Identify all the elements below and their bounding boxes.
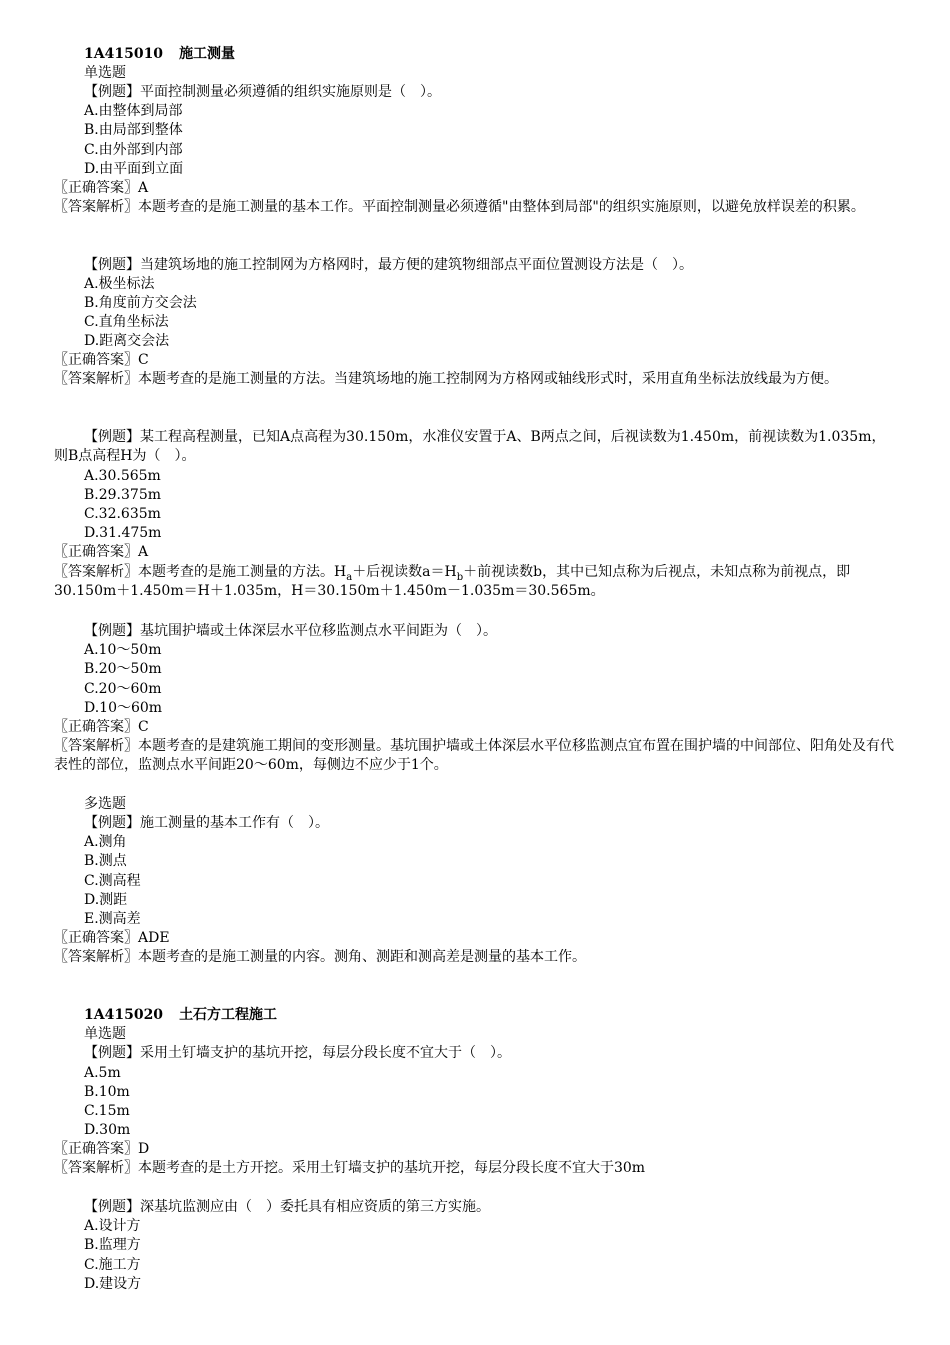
section-heading bbox=[84, 1006, 277, 1025]
correct-answer: 〖正确答案〗ADE bbox=[54, 930, 170, 946]
section-title: 土石方工程施工 bbox=[179, 1007, 278, 1023]
question-type-label: 单选题 bbox=[84, 1026, 126, 1042]
subscript-a: a bbox=[346, 572, 353, 583]
option-item: D.测距 bbox=[84, 892, 128, 908]
question-type-label: 单选题 bbox=[84, 65, 126, 81]
option-item: A.测角 bbox=[84, 834, 127, 850]
answer-analysis: 〖答案解析〗本题考查的是施工测量的基本工作。平面控制测量必须遵循"由整体到局部"的组织实施原则，以避免放样误差的积累。 bbox=[54, 199, 865, 215]
option-item: A.由整体到局部 bbox=[84, 103, 183, 119]
option-item: B.20～50m bbox=[84, 661, 162, 677]
section-code: 1A415010 bbox=[84, 46, 164, 62]
option-item: D.31.475m bbox=[84, 525, 162, 541]
option-item: D.30m bbox=[84, 1122, 131, 1138]
question-stem: 【例题】深基坑监测应由（ ）委托具有相应资质的第三方实施。 bbox=[84, 1199, 490, 1215]
option-item: B.由局部到整体 bbox=[84, 122, 183, 138]
question-stem: 【例题】采用土钉墙支护的基坑开挖，每层分段长度不宜大于（ ）。 bbox=[84, 1045, 511, 1061]
analysis-text: ＋前视读数b，其中已知点称为后视点，未知点称为前视点，即30.150m＋1.450m＝H＋1.035m，H＝30.150m＋1.450m－1.035m＝30.565m。 bbox=[54, 564, 851, 599]
option-item: C.15m bbox=[84, 1103, 130, 1119]
question-stem: 【例题】当建筑场地的施工控制网为方格网时，最方便的建筑物细部点平面位置测设方法是（ ）。 bbox=[84, 257, 693, 273]
option-item: C.32.635m bbox=[84, 506, 161, 522]
option-item: B.角度前方交会法 bbox=[84, 295, 197, 311]
correct-answer: 〖正确答案〗A bbox=[54, 544, 149, 560]
option-item: B.监理方 bbox=[84, 1237, 141, 1253]
section-code: 1A415020 bbox=[84, 1007, 164, 1023]
option-item: A.极坐标法 bbox=[84, 276, 155, 292]
analysis-text: ＋后视读数a＝H bbox=[352, 564, 457, 580]
option-item: B.测点 bbox=[84, 853, 127, 869]
option-item: D.建设方 bbox=[84, 1276, 142, 1292]
option-item: A.10～50m bbox=[84, 642, 162, 658]
question-stem: 【例题】基坑围护墙或土体深层水平位移监测点水平间距为（ ）。 bbox=[84, 623, 497, 639]
option-item: C.20～60m bbox=[84, 681, 162, 697]
question-stem: 【例题】施工测量的基本工作有（ ）。 bbox=[84, 815, 329, 831]
option-item: B.29.375m bbox=[84, 487, 161, 503]
option-item: D.10～60m bbox=[84, 700, 163, 716]
question-type-label: 多选题 bbox=[84, 796, 126, 812]
answer-analysis: 〖答案解析〗本题考查的是施工测量的方法。当建筑场地的施工控制网为方格网或轴线形式时，采用直角坐标法放线最为方便。 bbox=[54, 371, 838, 387]
option-item: D.由平面到立面 bbox=[84, 161, 184, 177]
correct-answer: 〖正确答案〗C bbox=[54, 719, 149, 735]
answer-analysis bbox=[54, 563, 896, 601]
option-item: B.10m bbox=[84, 1084, 130, 1100]
analysis-text: 〖答案解析〗本题考查的是施工测量的方法。H bbox=[54, 564, 347, 580]
question-stem: 【例题】平面控制测量必须遵循的组织实施原则是（ ）。 bbox=[84, 84, 441, 100]
option-item: D.距离交会法 bbox=[84, 333, 170, 349]
correct-answer: 〖正确答案〗A bbox=[54, 180, 149, 196]
answer-analysis: 〖答案解析〗本题考查的是建筑施工期间的变形测量。基坑围护墙或土体深层水平位移监测点宜布置在围护墙的中间部位、阳角处及有代表性的部位，监测点水平间距20～60m，每侧边不应少于1个。 bbox=[54, 738, 894, 773]
option-item: C.由外部到内部 bbox=[84, 142, 183, 158]
answer-analysis: 〖答案解析〗本题考查的是土方开挖。采用土钉墙支护的基坑开挖，每层分段长度不宜大于30m bbox=[54, 1160, 646, 1176]
section-heading bbox=[84, 45, 235, 64]
correct-answer: 〖正确答案〗C bbox=[54, 352, 149, 368]
option-item: A.30.565m bbox=[84, 468, 161, 484]
option-item: C.直角坐标法 bbox=[84, 314, 169, 330]
correct-answer: 〖正确答案〗D bbox=[54, 1141, 150, 1157]
option-item: A.设计方 bbox=[84, 1218, 141, 1234]
question-stem: 【例题】某工程高程测量，已知A点高程为30.150m，水准仪安置于A、B两点之间，后视读数为1.450m，前视读数为1.035m，则B点高程H为（ ）。 bbox=[54, 429, 886, 464]
subscript-b: b bbox=[456, 572, 464, 583]
answer-analysis: 〖答案解析〗本题考查的是施工测量的内容。测角、测距和测高差是测量的基本工作。 bbox=[54, 949, 586, 965]
option-item: C.施工方 bbox=[84, 1257, 141, 1273]
option-item: E.测高差 bbox=[84, 911, 141, 927]
option-item: A.5m bbox=[84, 1065, 121, 1081]
section-title: 施工测量 bbox=[179, 46, 236, 62]
option-item: C.测高程 bbox=[84, 873, 141, 889]
